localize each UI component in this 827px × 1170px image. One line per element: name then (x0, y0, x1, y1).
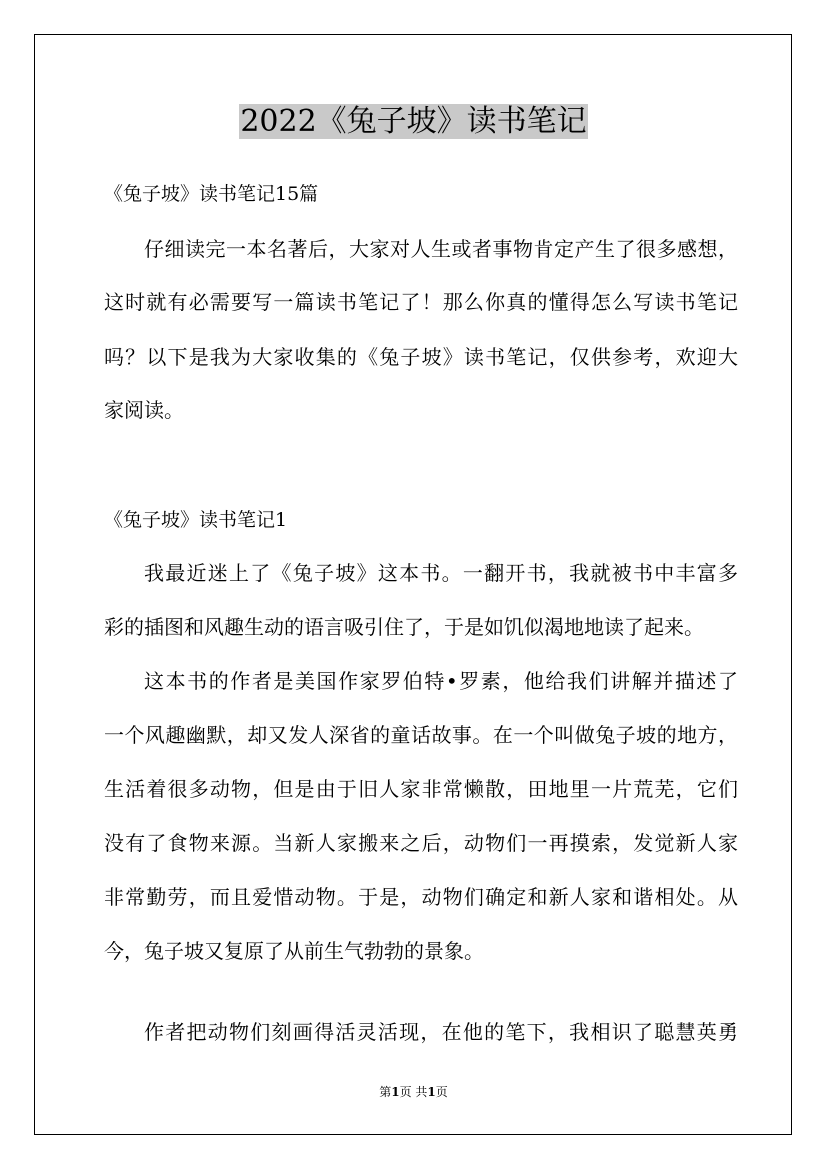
section-heading: 《兔子坡》读书笔记1 (104, 509, 288, 531)
intro-line-1: 仔细读完一本名著后，大家对人生或者事物肯定产生了很多感想， (144, 237, 738, 261)
footer-suffix: 页 (435, 1085, 448, 1099)
para2-line-4: 没有了食物来源。当新人家搬来之后，动物们一再摸索，发觉新人家 (104, 831, 738, 855)
intro-line-4: 家阅读。 (104, 398, 184, 422)
para2-line-5: 非常勤劳，而且爱惜动物。于是，动物们确定和新人家和谐相处。从 (104, 885, 738, 909)
para1-line-1: 我最近迷上了《兔子坡》这本书。一翻开书，我就被书中丰富多 (144, 561, 738, 585)
footer-page-number: 1 (391, 1085, 400, 1099)
intro-line-2: 这时就有必需要写一篇读书笔记了！那么你真的懂得怎么写读书笔记 (104, 290, 738, 314)
page-footer (0, 1084, 827, 1100)
footer-mid: 页 共 (399, 1085, 428, 1099)
para2-line-3: 生活着很多动物，但是由于旧人家非常懒散，田地里一片荒芜，它们 (104, 777, 738, 801)
document-title-text: 2022《兔子坡》读书笔记 (240, 104, 587, 139)
intro-line-3: 吗？以下是我为大家收集的《兔子坡》读书笔记，仅供参考，欢迎大 (104, 345, 738, 369)
para1-line-2: 彩的插图和风趣生动的语言吸引住了，于是如饥似渴地地读了起来。 (104, 615, 704, 639)
footer-page-total: 1 (427, 1085, 436, 1099)
footer-prefix: 第 (379, 1085, 392, 1099)
para2-line-2: 一个风趣幽默，却又发人深省的童话故事。在一个叫做兔子坡的地方， (104, 723, 738, 747)
para3-line-1: 作者把动物们刻画得活灵活现，在他的笔下，我相识了聪慧英勇 (144, 1020, 738, 1044)
document-subtitle: 《兔子坡》读书笔记15篇 (104, 183, 319, 205)
para2-line-1: 这本书的作者是美国作家罗伯特•罗素，他给我们讲解并描述了 (144, 669, 738, 693)
document-title (0, 101, 827, 143)
para2-line-6: 今，兔子坡又复原了从前生气勃勃的景象。 (104, 939, 484, 963)
